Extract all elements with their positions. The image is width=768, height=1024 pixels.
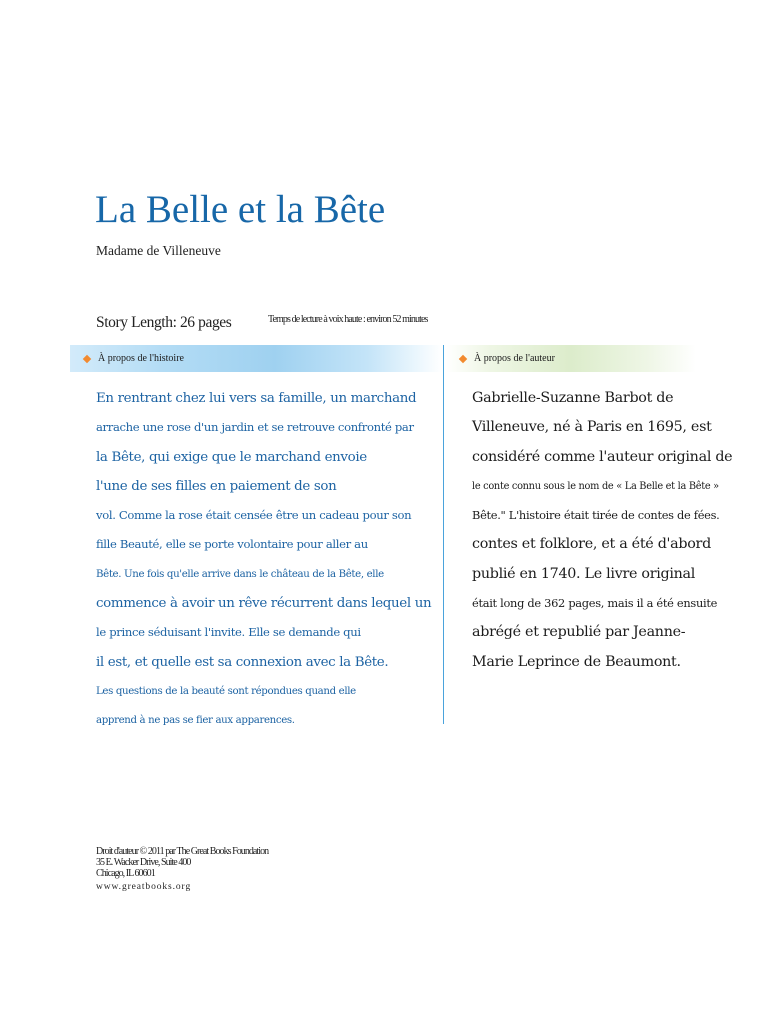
story-line: commence à avoir un rêve récurrent dans lequel un bbox=[96, 596, 432, 612]
story-line: Bête. Une fois qu'elle arrive dans le château de la Bête, elle bbox=[96, 568, 384, 580]
copyright-notice: Droit d'auteur © 2011 par The Great Books Foundation bbox=[96, 846, 269, 857]
story-line: l'une de ses filles en paiement de son bbox=[96, 478, 337, 494]
story-line: fille Beauté, elle se porte volontaire pour aller au bbox=[96, 537, 368, 552]
author-line: contes et folklore, et a été d'abord bbox=[472, 536, 711, 553]
author-bio bbox=[472, 384, 762, 677]
story-line: arrache une rose d'un jardin et se retrouve confronté par bbox=[96, 420, 414, 435]
author-line: publié en 1740. Le livre original bbox=[472, 565, 696, 582]
about-story-header bbox=[70, 345, 442, 372]
story-line: En rentrant chez lui vers sa famille, un marchand bbox=[96, 391, 417, 406]
story-line: Les questions de la beauté sont répondues quand elle bbox=[96, 685, 356, 697]
website-link[interactable]: www.greatbooks.org bbox=[96, 882, 192, 892]
diamond-bullet-icon bbox=[83, 354, 91, 362]
author-line: Marie Leprince de Beaumont. bbox=[472, 653, 681, 670]
author-line: le conte connu sous le nom de « La Belle et la Bête » bbox=[472, 480, 719, 492]
story-line: vol. Comme la rose était censée être un cadeau pour son bbox=[96, 508, 412, 523]
author-line: considéré comme l'auteur original de bbox=[472, 448, 733, 465]
about-author-label: À propos de l'auteur bbox=[474, 353, 555, 364]
about-author-header bbox=[446, 345, 696, 372]
story-length: Story Length: 26 pages bbox=[96, 314, 232, 331]
author-line: Villeneuve, né à Paris en 1695, est bbox=[472, 419, 712, 436]
column-divider bbox=[443, 345, 444, 724]
author-line: était long de 362 pages, mais il a été ensuite bbox=[472, 596, 718, 611]
story-line: le prince séduisant l'invite. Elle se demande qui bbox=[96, 625, 361, 640]
diamond-bullet-icon bbox=[459, 354, 467, 362]
author-line: Gabrielle-Suzanne Barbot de bbox=[472, 390, 674, 406]
author-line: abrégé et republié par Jeanne- bbox=[472, 624, 686, 641]
page-title: La Belle et la Bête bbox=[95, 188, 386, 231]
address-line-1: 35 E. Wacker Drive, Suite 400 bbox=[96, 857, 191, 868]
story-line: il est, et quelle est sa connexion avec la Bête. bbox=[96, 654, 389, 670]
story-line: apprend à ne pas se fier aux apparences. bbox=[96, 715, 295, 727]
about-story-label: À propos de l'histoire bbox=[98, 353, 184, 364]
address-line-2: Chicago, IL 60601 bbox=[96, 868, 155, 879]
reading-time: Temps de lecture à voix haute : environ 52 minutes bbox=[268, 314, 428, 325]
author-line: Bête." L'histoire était tirée de contes de fées. bbox=[472, 508, 720, 523]
story-summary bbox=[96, 384, 436, 736]
publisher-footer bbox=[96, 846, 268, 893]
story-line: la Bête, qui exige que le marchand envoie bbox=[96, 449, 367, 465]
author-name: Madame de Villeneuve bbox=[96, 243, 221, 258]
